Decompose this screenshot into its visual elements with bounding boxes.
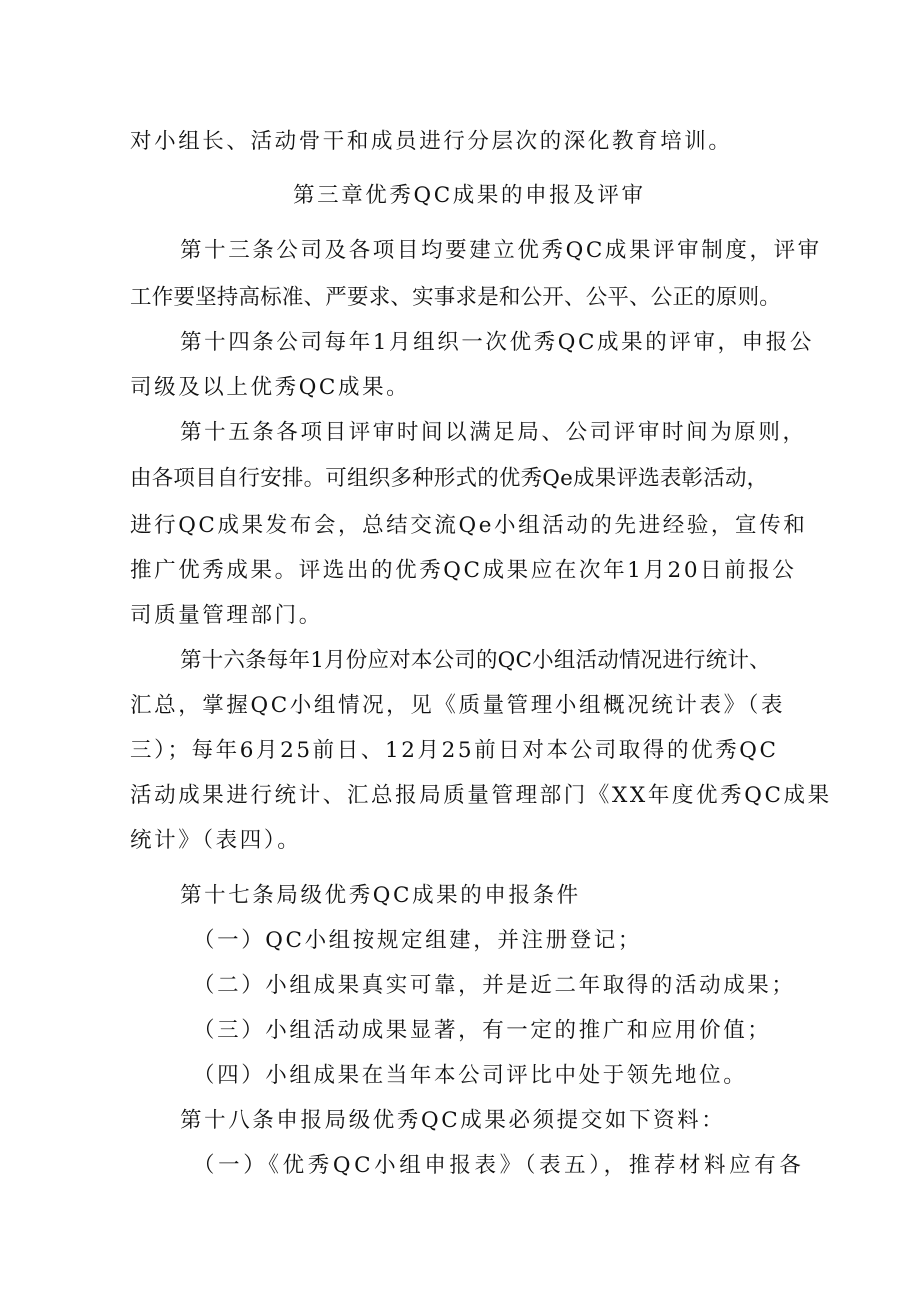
article-16-line-5: 统计》（表四）。 xyxy=(130,828,302,853)
article-13-line-2: 工作要坚持高标准、严要求、实事求是和公开、公平、公正的原则。 xyxy=(130,285,782,310)
article-17-item-3: （三）小组活动成果显著，有一定的推广和应用价值； xyxy=(193,1018,772,1043)
article-16-line-1: 第十六条每年1月份应对本公司的QC小组活动情况进行统计、 xyxy=(180,648,771,673)
chapter-heading: 第三章优秀QC成果的申报及评审 xyxy=(293,183,646,208)
article-16-line-2: 汇总，掌握QC小组情况，见《质量管理小组概况统计表》（表 xyxy=(130,693,786,718)
article-13-line-1: 第十三条公司及各项目均要建立优秀QC成果评审制度，评审 xyxy=(180,238,822,263)
article-18-item-1: （一）《优秀QC小组申报表》（表五），推荐材料应有各 xyxy=(193,1153,805,1178)
article-16-line-4: 活动成果进行统计、汇总报局质量管理部门《XX年度优秀QC成果 xyxy=(130,783,832,808)
paragraph-line-1: 对小组长、活动骨干和成员进行分层次的深化教育培训。 xyxy=(130,129,733,154)
article-15-line-4: 推广优秀成果。评选出的优秀QC成果应在次年1月20日前报公 xyxy=(130,558,797,583)
article-15-line-5: 司质量管理部门。 xyxy=(130,603,323,628)
article-17-item-1: （一）QC小组按规定组建，并注册登记； xyxy=(193,928,642,953)
article-17-heading: 第十七条局级优秀QC成果的申报条件 xyxy=(180,883,581,908)
article-14-line-1: 第十四条公司每年1月组织一次优秀QC成果的评审，申报公 xyxy=(180,330,814,355)
article-15-line-3: 进行QC成果发布会，总结交流Qe小组活动的先进经验，宣传和 xyxy=(130,513,808,538)
article-17-item-4: （四）小组成果在当年本公司评比中处于领先地位。 xyxy=(193,1063,748,1088)
article-15-line-1: 第十五条各项目评审时间以满足局、公司评审时间为原则， xyxy=(180,420,807,445)
article-14-line-2: 司级及以上优秀QC成果。 xyxy=(130,375,411,400)
article-16-line-3: 三）；每年6月25前日、12月25前日对本公司取得的优秀QC xyxy=(130,738,779,763)
article-15-line-2: 由各项目自行安排。可组织多种形式的优秀Qe成果评选表彰活动， xyxy=(130,466,769,491)
article-18-heading: 第十八条申报局级优秀QC成果必须提交如下资料： xyxy=(180,1108,726,1133)
article-17-item-2: （二）小组成果真实可靠，并是近二年取得的活动成果； xyxy=(193,973,796,998)
